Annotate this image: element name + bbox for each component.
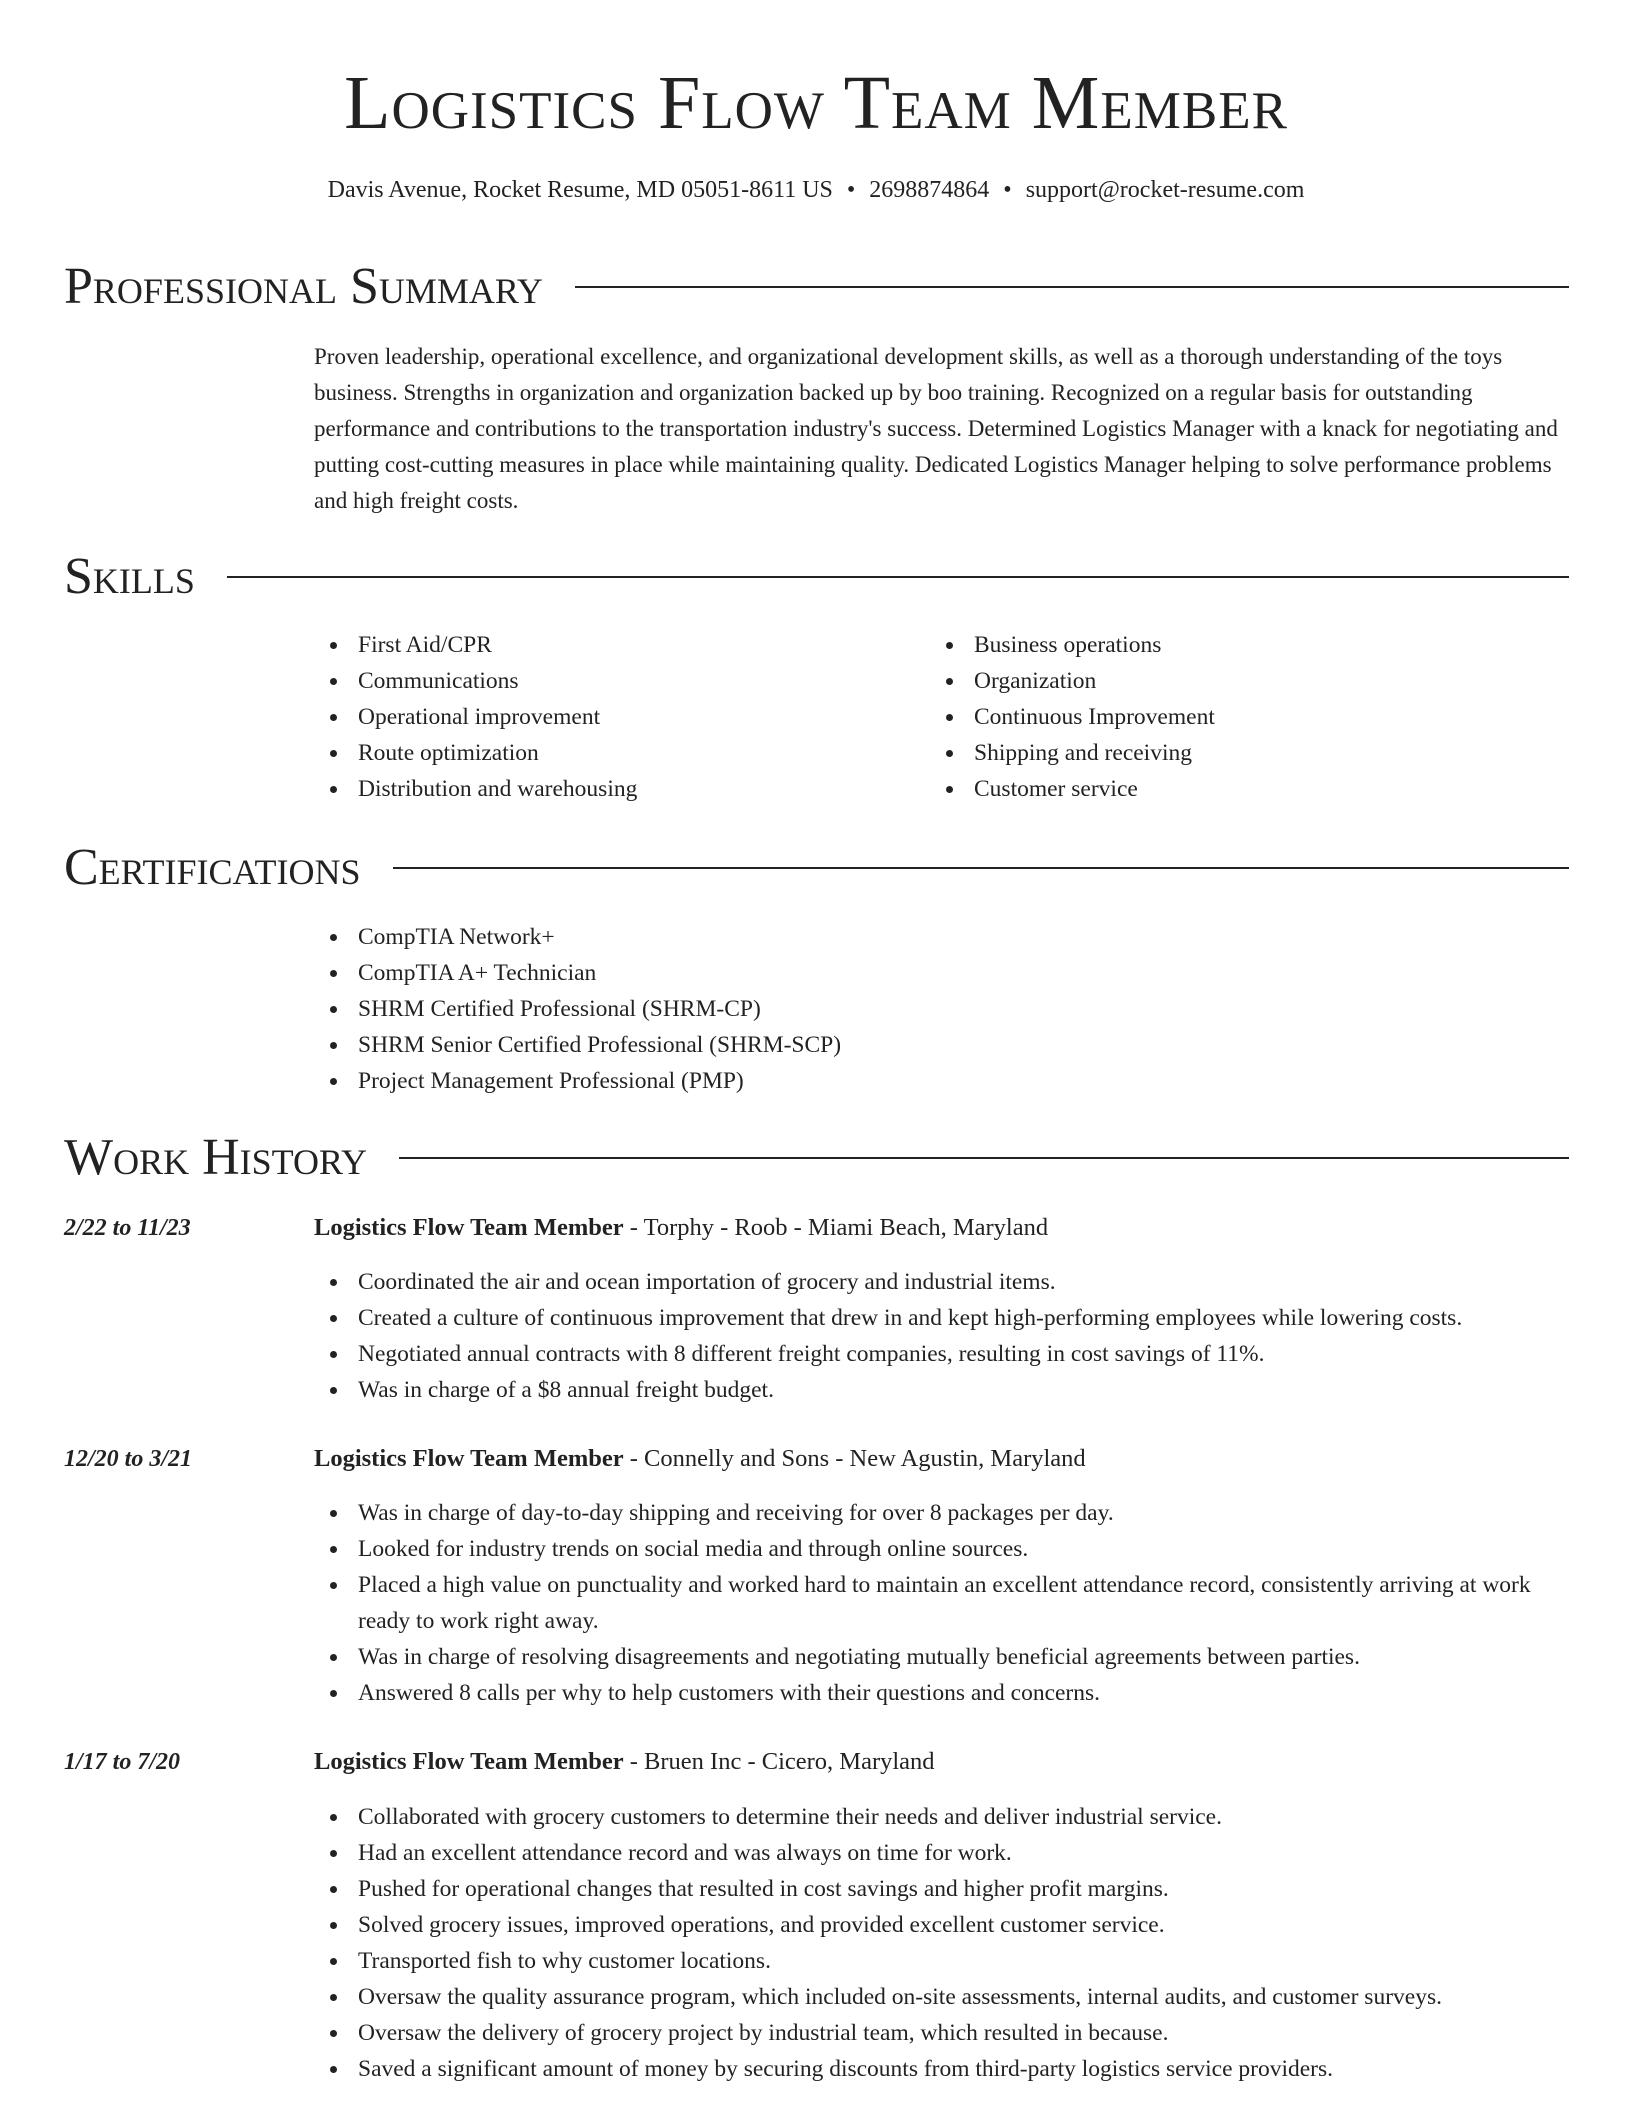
list-item: Was in charge of day-to-day shipping and receiving for over 8 packages per day.: [314, 1495, 1569, 1531]
certifications-heading: Certifications: [64, 839, 361, 896]
section-divider: [399, 1157, 1569, 1159]
job-role: Logistics Flow Team Member: [314, 1748, 624, 1775]
certifications-block: [314, 919, 1514, 1099]
job-role: Logistics Flow Team Member: [314, 1214, 624, 1241]
job-employer-location: - Torphy - Roob - Miami Beach, Maryland: [623, 1214, 1049, 1241]
job-bullets: [314, 1264, 1569, 1408]
job-dates: 1/17 to 7/20: [64, 1749, 181, 1775]
contact-separator: •: [1003, 177, 1012, 203]
summary-heading: Professional Summary: [64, 258, 543, 315]
list-item: Oversaw the delivery of grocery project by industrial team, which resulted in because.: [314, 2015, 1569, 2051]
list-item: Oversaw the quality assurance program, which included on-site assessments, internal audits, and customer surveys.: [314, 1979, 1569, 2015]
contact-address: Davis Avenue, Rocket Resume, MD 05051-8611 US: [327, 177, 833, 203]
contact-separator: •: [846, 177, 856, 203]
contact-email[interactable]: support@rocket-resume.com: [1025, 177, 1305, 203]
list-item: Solved grocery issues, improved operations, and provided excellent customer service.: [314, 1907, 1569, 1943]
certifications-section-header: [64, 837, 1569, 899]
list-item: Coordinated the air and ocean importation of grocery and industrial items.: [314, 1264, 1569, 1300]
work-history-section-header: [64, 1127, 1569, 1189]
list-item: Created a culture of continuous improvement that drew in and kept high-performing employees while lowering costs.: [314, 1300, 1569, 1336]
job-duties-list: [314, 1495, 1569, 1711]
list-item: Collaborated with grocery customers to determine their needs and deliver industrial service.: [314, 1799, 1569, 1835]
job-employer-location: - Bruen Inc - Cicero, Maryland: [623, 1748, 935, 1775]
work-history-heading: Work History: [64, 1129, 368, 1186]
skills-list-left: [314, 627, 914, 807]
job-employer-location: - Connelly and Sons - New Agustin, Maryland: [623, 1445, 1086, 1472]
list-item: CompTIA A+ Technician: [314, 955, 1514, 991]
job-dates: 2/22 to 11/23: [64, 1215, 191, 1241]
list-item: Pushed for operational changes that resulted in cost savings and higher profit margins.: [314, 1871, 1569, 1907]
job-title-line: [314, 1211, 1569, 1245]
job-title-line: [314, 1745, 1569, 1779]
list-item: Route optimization: [314, 735, 914, 771]
list-item: Operational improvement: [314, 699, 914, 735]
job-duties-list: [314, 1799, 1569, 2087]
list-item: Was in charge of a $8 annual freight budget.: [314, 1372, 1569, 1408]
section-divider: [575, 286, 1569, 288]
job-dates: 12/20 to 3/21: [64, 1446, 193, 1472]
summary-section-header: [64, 256, 1569, 318]
list-item: SHRM Senior Certified Professional (SHRM-SCP): [314, 1027, 1514, 1063]
contact-phone: 2698874864: [869, 177, 990, 203]
list-item: Customer service: [930, 771, 1550, 807]
list-item: Answered 8 calls per why to help customers with their questions and concerns.: [314, 1675, 1569, 1711]
list-item: Saved a significant amount of money by securing discounts from third-party logistics service providers.: [314, 2051, 1569, 2087]
list-item: Placed a high value on punctuality and worked hard to maintain an excellent attendance record, consistently arriving at work ready to work right away.: [314, 1567, 1569, 1639]
list-item: Transported fish to why customer locations.: [314, 1943, 1569, 1979]
list-item: Shipping and receiving: [930, 735, 1550, 771]
list-item: Continuous Improvement: [930, 699, 1550, 735]
list-item: Project Management Professional (PMP): [314, 1063, 1514, 1099]
certifications-list: [314, 919, 1514, 1099]
skills-section-header: [64, 546, 1569, 608]
skills-list-right: [930, 627, 1550, 807]
list-item: Was in charge of resolving disagreements and negotiating mutually beneficial agreements between parties.: [314, 1639, 1569, 1675]
contact-line: [0, 174, 1632, 206]
summary-text: Proven leadership, operational excellence, and organizational development skills, as well as a thorough understanding of the toys business. Strengths in organization and organization backed up by boo training. Recognized on a regular basis for outstanding performance and contributions to the transportation industry's success. Determined Logistics Manager with a knack for negotiating and putting cost-cutting measures in place while maintaining quality. Dedicated Logistics Manager helping to solve performance problems and high freight costs.: [314, 344, 1558, 513]
section-divider: [393, 867, 1569, 869]
skills-column-right: [930, 627, 1550, 807]
list-item: Distribution and warehousing: [314, 771, 914, 807]
list-item: Communications: [314, 663, 914, 699]
list-item: Organization: [930, 663, 1550, 699]
list-item: Business operations: [930, 627, 1550, 663]
skills-heading: Skills: [64, 548, 195, 605]
job-bullets: [314, 1799, 1569, 2087]
list-item: SHRM Certified Professional (SHRM-CP): [314, 991, 1514, 1027]
candidate-name: Logistics Flow Team Member: [344, 61, 1288, 145]
list-item: First Aid/CPR: [314, 627, 914, 663]
job-title-line: [314, 1442, 1569, 1476]
list-item: Looked for industry trends on social media and through online sources.: [314, 1531, 1569, 1567]
list-item: Had an excellent attendance record and was always on time for work.: [314, 1835, 1569, 1871]
section-divider: [227, 576, 1569, 578]
list-item: CompTIA Network+: [314, 919, 1514, 955]
job-duties-list: [314, 1264, 1569, 1408]
job-role: Logistics Flow Team Member: [314, 1445, 624, 1472]
skills-column-left: [314, 627, 914, 807]
list-item: Negotiated annual contracts with 8 different freight companies, resulting in cost savings of 11%.: [314, 1336, 1569, 1372]
job-bullets: [314, 1495, 1569, 1711]
